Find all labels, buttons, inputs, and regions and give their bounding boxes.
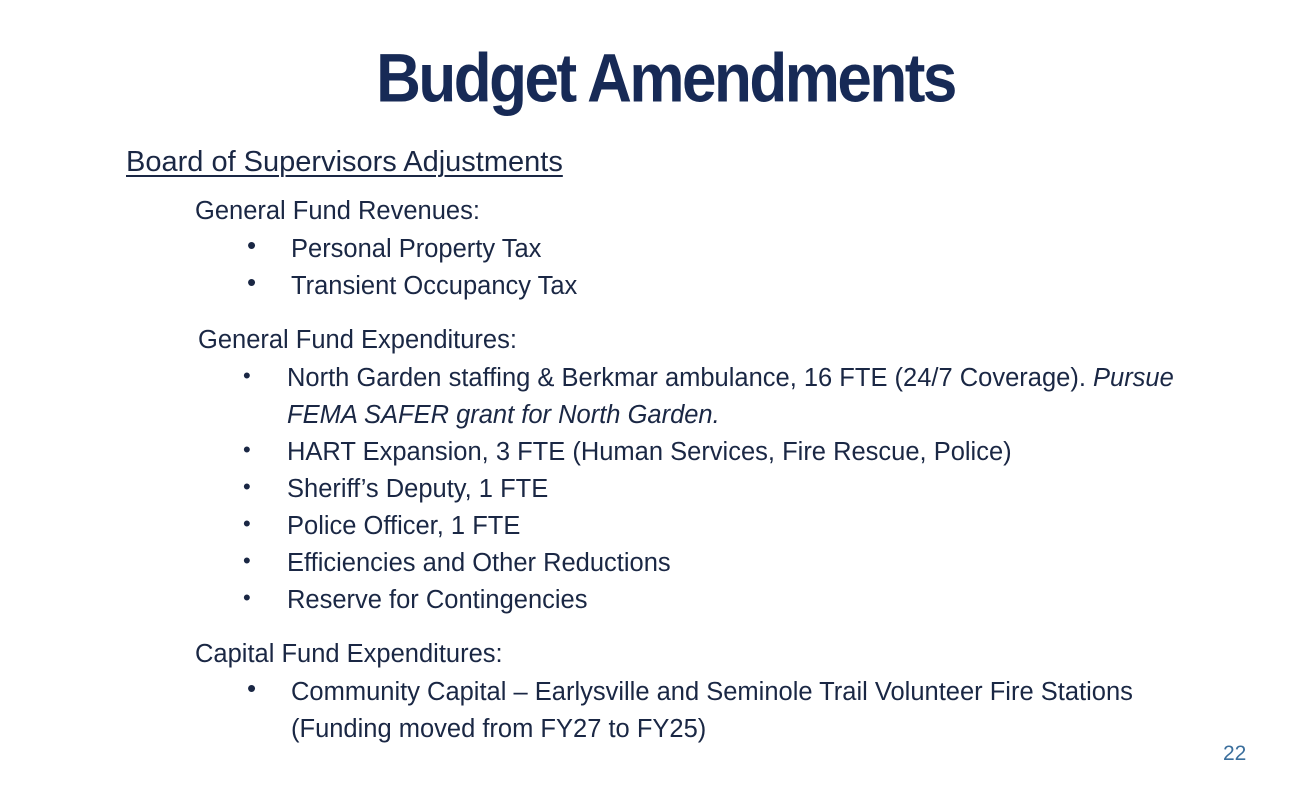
capital-item-continued: (Funding moved from FY27 to FY25) (291, 715, 707, 743)
expenditure-item: Sheriff’s Deputy, 1 FTE (287, 475, 549, 503)
revenue-item: Transient Occupancy Tax (291, 272, 578, 300)
expenditure-item: Police Officer, 1 FTE (287, 512, 521, 540)
page-number: 22 (1223, 742, 1247, 765)
expenditure-item: Reserve for Contingencies (287, 586, 588, 614)
expenditure-item: Efficiencies and Other Reductions (287, 549, 671, 577)
capital-heading: Capital Fund Expenditures: (195, 640, 503, 668)
expenditure-item-note: Pursue (1093, 364, 1174, 392)
bullet-icon: • (243, 363, 251, 388)
bullet-icon: • (247, 673, 257, 703)
bullet-icon: • (243, 474, 251, 499)
expenditure-item-note-continued: FEMA SAFER grant for North Garden. (287, 401, 720, 429)
expenditure-item-text: North Garden staffing & Berkmar ambulance, 16 FTE (24/7 Coverage). (287, 364, 1093, 392)
bullet-icon: • (243, 548, 251, 573)
bullet-icon: • (243, 585, 251, 610)
revenues-heading: General Fund Revenues: (195, 197, 480, 225)
capital-item: Community Capital – Earlysville and Seminole Trail Volunteer Fire Stations (291, 678, 1133, 706)
page-title: Budget Amendments (376, 41, 955, 117)
bullet-icon: • (243, 511, 251, 536)
expenditures-heading: General Fund Expenditures: (198, 326, 517, 354)
expenditure-item (287, 360, 1174, 397)
bullet-icon: • (243, 437, 251, 462)
revenue-item: Personal Property Tax (291, 235, 542, 263)
expenditure-item: HART Expansion, 3 FTE (Human Services, Fire Rescue, Police) (287, 438, 1012, 466)
bullet-icon: • (247, 267, 257, 297)
bullet-icon: • (247, 230, 257, 260)
section-subtitle: Board of Supervisors Adjustments (126, 146, 563, 178)
